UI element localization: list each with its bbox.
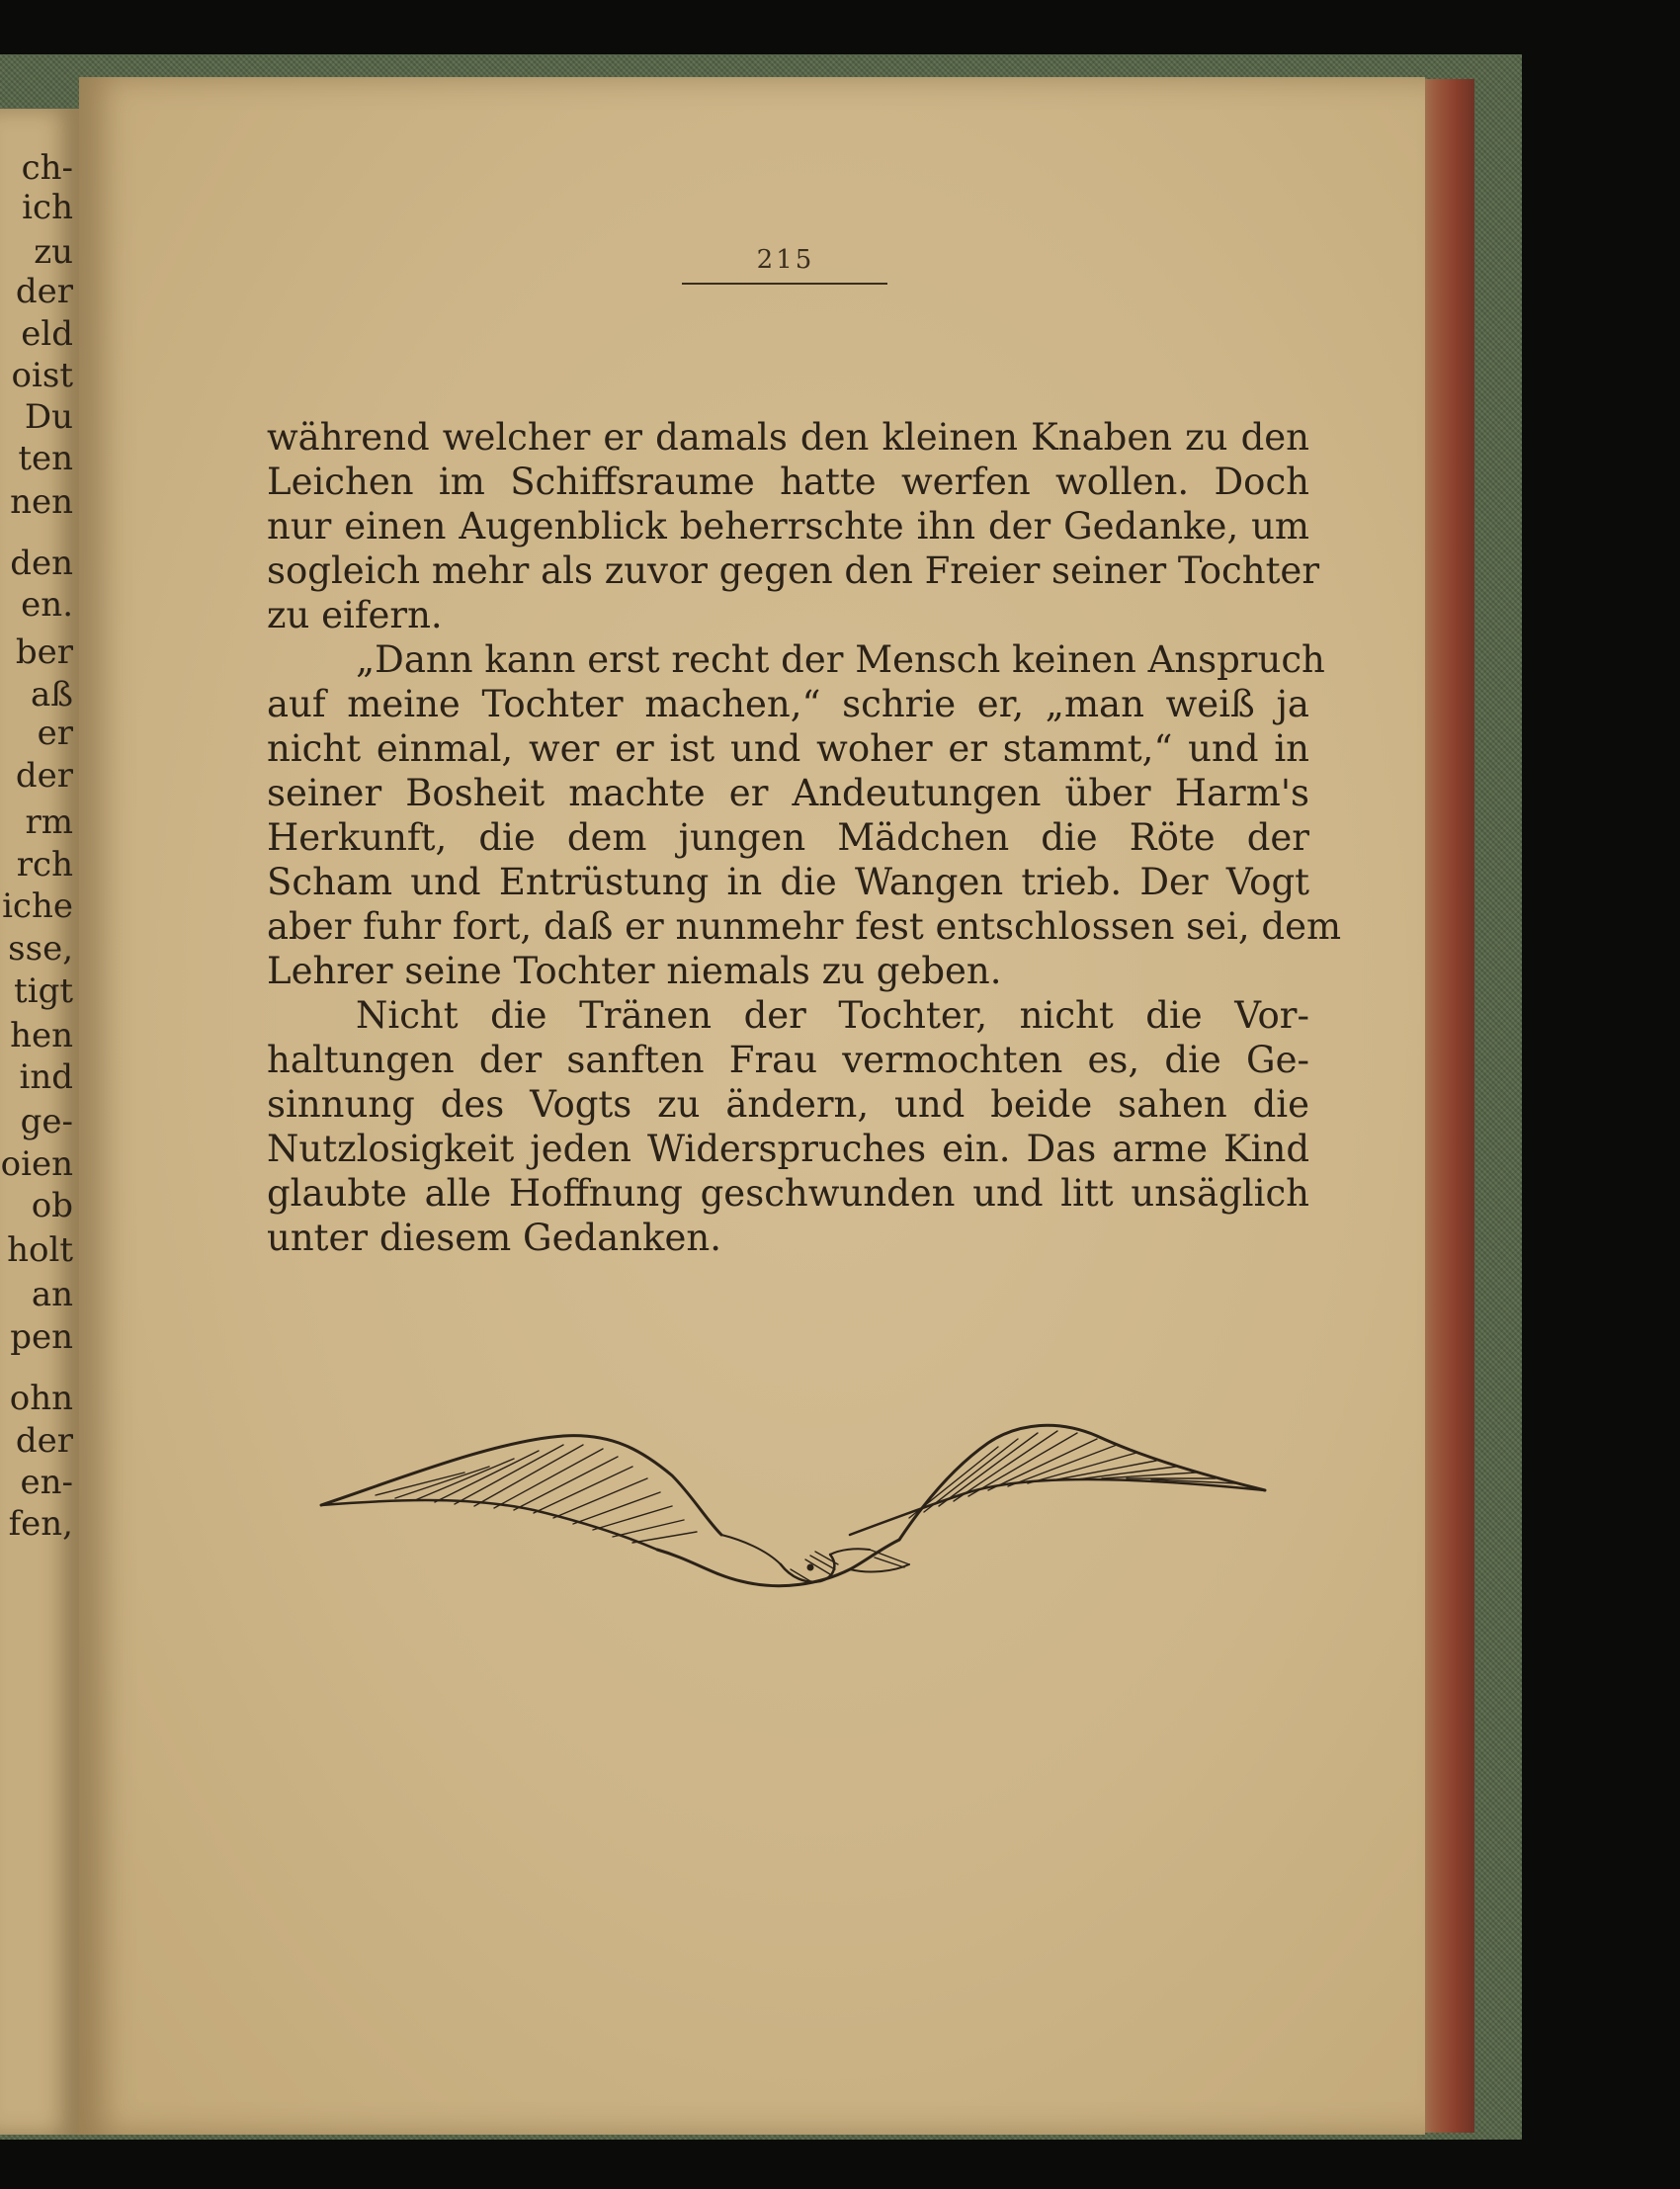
- left-page-fragment: ber: [15, 632, 73, 672]
- page-number: 215: [756, 245, 815, 275]
- seagull-illustration: [316, 1401, 1275, 1599]
- left-page-fragment: der: [15, 756, 73, 796]
- left-page-fragment: der: [15, 1421, 73, 1461]
- header-rule: [682, 283, 887, 285]
- paragraph: [267, 415, 1320, 637]
- left-page-fragment: hen: [10, 1016, 73, 1055]
- left-page-fragment: rm: [25, 802, 73, 842]
- text-line: Nicht die Tränen der Tochter, nicht die Vor-: [356, 994, 1309, 1037]
- text-line: glaubte alle Hoffnung geschwunden und litt unsäglich: [267, 1172, 1309, 1215]
- text-line: nicht einmal, wer er ist und woher er stammt,“ und in: [267, 727, 1309, 770]
- left-page-fragment: en.: [21, 585, 73, 625]
- paragraph: [267, 637, 1342, 993]
- text-line: während welcher er damals den kleinen Knaben zu den: [267, 416, 1309, 459]
- left-page-fragment: nen: [10, 482, 73, 522]
- left-facing-page: [0, 109, 79, 2135]
- text-line: Scham und Entrüstung in die Wangen trieb. Der Vogt: [267, 861, 1309, 903]
- left-page-fragment: holt: [7, 1230, 73, 1270]
- left-page-fragment: pen: [10, 1317, 73, 1357]
- text-line: Lehrer seine Tochter niemals zu geben.: [267, 950, 1002, 992]
- left-page-fragment: der: [15, 272, 73, 311]
- left-page-fragment: zu: [34, 232, 73, 272]
- paragraph: [267, 993, 1309, 1260]
- text-line: haltungen der sanften Frau vermochten es, die Ge-: [267, 1039, 1309, 1081]
- text-line: auf meine Tochter machen,“ schrie er, „man weiß ja: [267, 683, 1309, 725]
- left-page-fragment: ten: [18, 439, 73, 478]
- left-page-fragment: sse,: [8, 929, 73, 968]
- left-page-fragment: fen,: [8, 1504, 73, 1544]
- left-page-fragment: oist: [11, 356, 73, 395]
- left-page-fragment: ind: [19, 1057, 73, 1097]
- book-page: [79, 77, 1425, 2135]
- text-line: Leichen im Schiffsraume hatte werfen wollen. Doch: [267, 461, 1309, 503]
- left-page-fragment: Du: [24, 397, 73, 437]
- left-page-fragment: er: [37, 714, 73, 753]
- text-line: „Dann kann erst recht der Mensch keinen Anspruch: [356, 638, 1325, 681]
- left-page-fragment: iche: [2, 886, 73, 926]
- text-line: nur einen Augenblick beherrschte ihn der Gedanke, um: [267, 505, 1309, 547]
- text-line: seiner Bosheit machte er Andeutungen über Harm's: [267, 772, 1309, 814]
- left-page-fragment: eld: [21, 314, 73, 354]
- left-page-fragment: an: [31, 1275, 73, 1314]
- text-line: unter diesem Gedanken.: [267, 1217, 721, 1259]
- left-page-fragment: ge-: [20, 1102, 73, 1141]
- left-page-fragment: oien: [0, 1144, 73, 1184]
- left-page-fragment: ob: [31, 1186, 73, 1225]
- left-page-fragment: tigt: [14, 971, 73, 1011]
- text-line: zu eifern.: [267, 594, 443, 636]
- text-line: sogleich mehr als zuvor gegen den Freier seiner Tochter: [267, 549, 1320, 592]
- left-page-fragment: en-: [20, 1463, 73, 1502]
- body-text: [267, 415, 1342, 1260]
- left-page-fragment: rch: [16, 845, 73, 884]
- left-page-fragment: ich: [22, 188, 73, 227]
- left-page-fragment: den: [10, 544, 73, 583]
- text-line: aber fuhr fort, daß er nunmehr fest entschlossen sei, dem: [267, 905, 1342, 948]
- text-line: Nutzlosigkeit jeden Widerspruches ein. Das arme Kind: [267, 1128, 1309, 1170]
- text-line: Herkunft, die dem jungen Mädchen die Röte der: [267, 816, 1309, 859]
- left-page-fragment: ohn: [9, 1379, 73, 1418]
- left-page-fragment: aß: [31, 675, 73, 715]
- text-line: sinnung des Vogts zu ändern, und beide sahen die: [267, 1083, 1309, 1126]
- left-page-fragment: ch-: [21, 148, 73, 188]
